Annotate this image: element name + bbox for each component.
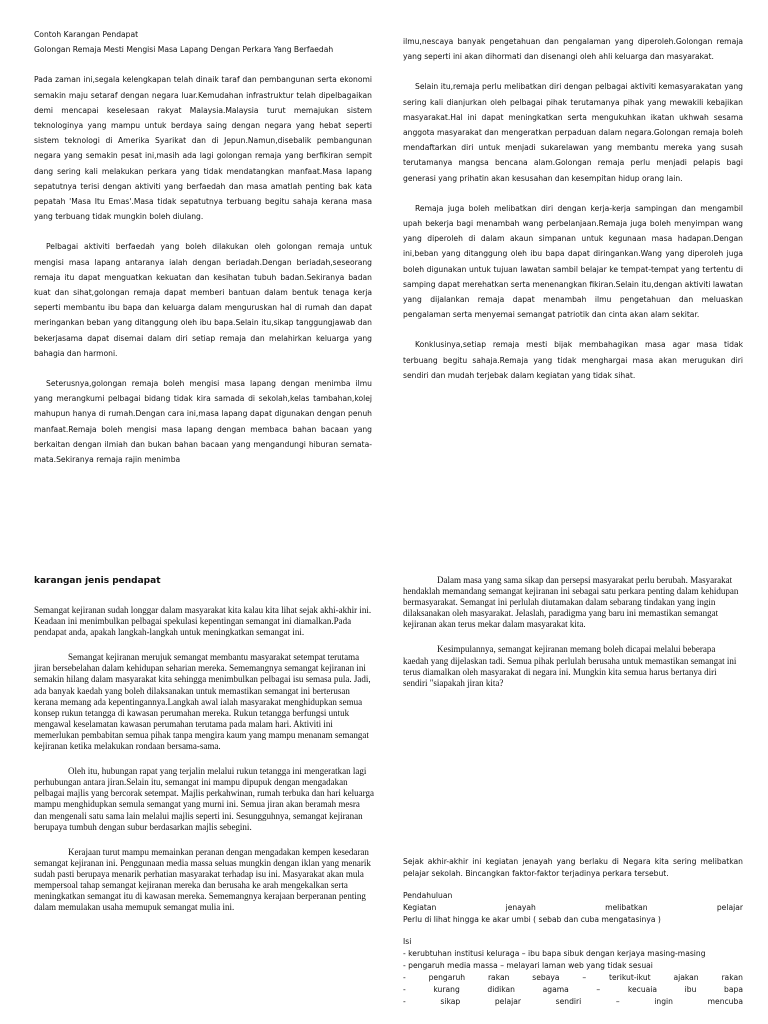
doc3-word: - [403, 997, 406, 1006]
doc3-word: sendiri [555, 997, 582, 1006]
doc1-paragraph: Remaja juga boleh melibatkan diri dengan kerja-kerja sampingan dan mengambil upah bekerja bagi menambah wang perbelanjaan.Remaja juga boleh menyimpan wang yang diperoleh di dalam akaun simpanan untuk kegunaan masa hadapan.Dengan ini,beban yang ditanggung oleh ibu bapa dapat diringankan.Wang yang diperoleh juga boleh digunakan untuk tujuan lawatan sambil belajar ke tempat-tempat yang tertentu di samping dapat merehatkan serta menenangkan fikiran.Selain itu,dengan aktiviti lawatan yang dijalankan remaja dapat menambah ilmu pengetahuan dan meluaskan pengalaman serta menyemai semangat patriotik dan cinta akan alam sekitar. [403, 203, 743, 320]
doc3-word: - [403, 985, 406, 994]
doc1-paragraph: Seterusnya,golongan remaja boleh mengisi masa lapang dengan menimba ilmu yang merangkumi pelbagai bidang tidak kira samada di sekolah,kelas tambahan,kolej mahupun hanya di rumah.Dengan cara ini,masa lapang dapat digunakan dengan penuh manfaat.Remaja boleh mengisi masa lapang dengan membaca bahan bacaan yang berkaitan dengan ilmiah dan bukan bahan bacaan yang mengandungi hiburan semata-mata.Sekiranya remaja rajin menimba [34, 379, 372, 465]
doc3-word: bapa [724, 985, 743, 994]
doc3-word: – [596, 985, 601, 994]
doc3-word: terikut-ikut [608, 973, 651, 982]
doc1-title: Golongan Remaja Mesti Mengisi Masa Lapang Dengan Perkara Yang Berfaedah [34, 45, 334, 55]
doc3-word: melibatkan [605, 903, 648, 912]
doc2-paragraph: Dalam masa yang sama sikap dan persepsi masyarakat perlu berubah. Masyarakat hendaklah memandang semangat kejiranan ini sebagai satu perkara penting dalam kehidupan bermasyarakat. Semangat ini perlulah diutamakan dalam sebarang tindakan yang ingin dilaksanakan oleh masyarakat. Jelaslah, paradigma yang baru ini memastikan semangat kejiranan akan terus mekar dalam masyarakat kita. [403, 575, 739, 630]
doc3-word: ingin [654, 997, 673, 1006]
doc1-left-body [34, 72, 372, 467]
doc2-left-column [34, 575, 374, 913]
doc2-paragraph: Kesimpulannya, semangat kejiranan memang boleh dicapai melalui beberapa kaedah yang dijelaskan tadi. Semua pihak perlulah berusaha untuk memastikan semangat ini terus diamalkan oleh masyarakat di negara ini. Mungkin kita semua harus bertanya diri sendiri "siapakah jiran kita? [403, 644, 737, 688]
doc3-word: sikap [440, 997, 461, 1006]
doc3-intro: Sejak akhir-akhir ini kegiatan jenayah yang berlaku di Negara kita sering melibatkan pelajar sekolah. Bincangkan faktor-faktor terjadinya perkara tersebut. [403, 857, 743, 878]
doc3-column [403, 856, 743, 1008]
doc3-word: rakan [487, 973, 510, 982]
doc2-paragraph: Semangat kejiranan merujuk semangat membantu masyarakat setempat terutama jiran bersebelahan dalam kehidupan seharian mereka. Sememangnya semangat kejiranan ini semakin hilang dalam masyarakat kita sehingga menimbulkan pelbagai isu semasa pula. Jadi, ada banyak kaedah yang boleh dilaksanakan untuk memastikan semangat ini berterusan kerana memang ada kepentingannya.Langkah awal ialah masyarakat menghidupkan semua konsep rukun tetangga di kawasan perumahan mereka. Rukun tetangga berfungsi untuk mengawal keselamatan kawasan perumahan terutama pada malam hari. Aktiviti ini memerlukan pembabitan semua pihak tanpa mengira kaum yang mampu menanam semangat kejiranan ketika melakukan rondaan bersama-sama. [34, 652, 371, 752]
doc3-word: Kegiatan [403, 903, 437, 912]
doc3-word: didikan [487, 985, 515, 994]
doc3-isi-row [403, 984, 743, 996]
doc3-isi-row [403, 972, 743, 984]
doc3-word: – [582, 973, 587, 982]
doc1-paragraph: Pada zaman ini,segala kelengkapan telah dinaik taraf dan pembangunan serta ekonomi semakin maju setaraf dengan negara luar.Kemudahan infrastruktur telah dipelbagaikan demi mencapai keselesaan rakyat Malaysia.Malaysia turut memajukan sistem teknologinya yang mampu untuk berdaya saing dengan negara yang hebat seperti sistem teknologi di Amerika Syarikat dan di Jepun.Namun,disebalik pembangunan negara yang semakin pesat ini,masih ada lagi golongan remaja yang berfikiran sempit dang sering kali melakukan perkara yang tidak mendatangkan manfaat.Masa lapang sepatutnya terisi dengan aktiviti yang berfaedah dan masa amatlah penting bak kata pepatah 'Masa Itu Emas'.Masa tidak sepatutnya terbuang begitu sahaja kerana masa yang terbuang tidak mungkin boleh diulang. [34, 75, 372, 222]
doc3-word: pelajar [494, 997, 521, 1006]
doc3-word: mencuba [707, 997, 743, 1006]
doc2-paragraph: Kerajaan turut mampu memainkan peranan dengan mengadakan kempen kesedaran semangat kejiranan ini. Penggunaan media massa seluas mungkin dengan iklan yang menarik sudah pasti berupaya menarik perhatian masyarakat terhadap isu ini. Masyarakat akan mula mempersoal tahap semangat kejiranan mereka dan berusaha ke arah mengekalkan serta meningkatkan semangat itu di kawasan mereka. Sememangnya kerajaan berperanan penting dalam memulakan usaha memupuk semangat mulia ini. [34, 846, 371, 913]
doc3-isi-heading: Isi [403, 937, 412, 946]
doc3-word: jenayah [505, 903, 536, 912]
doc3-isi-item: - pengaruh media massa – melayari laman web yang tidak sesuai [403, 961, 653, 970]
doc3-isi-row [403, 996, 743, 1008]
doc1-label: Contoh Karangan Pendapat [34, 30, 139, 39]
doc3-pendahuluan-heading: Pendahuluan [403, 891, 453, 900]
doc2-paragraph: Semangat kejiranan sudah longgar dalam masyarakat kita kalau kita lihat sejak akhi-akhir ini. Keadaan ini menimbulkan pelbagai spekulasi kepentingan semangat ini diamalkan.Pada pendapat anda, apakah langkah-langkah untuk meningkatkan semangat ini. [34, 605, 372, 638]
doc3-word: rakan [721, 973, 743, 982]
doc3-pendahuluan-line: Perlu di lihat hingga ke akar umbi ( sebab dan cuba mengatasinya ) [403, 915, 661, 924]
doc3-word: – [615, 997, 620, 1006]
doc3-word: kecuaia [627, 985, 658, 994]
doc3-word: ibu [684, 985, 697, 994]
doc3-word: pelajar [716, 903, 743, 912]
doc2-title: karangan jenis pendapat [34, 576, 161, 586]
doc3-isi-item: - kerubtuhan institusi keluraga – ibu bapa sibuk dengan kerjaya masing-masing [403, 949, 706, 958]
doc1-left-column [34, 27, 372, 467]
doc3-word: pengaruh [428, 973, 466, 982]
doc2-left-body [34, 605, 374, 913]
doc1-paragraph: Konklusinya,setiap remaja mesti bijak membahagikan masa agar masa tidak terbuang begitu sahaja.Remaja yang tidak menghargai masa akan merugukan diri sendiri dan mudah terjebak dalam kegiatan yang tidak sihat. [403, 340, 743, 380]
doc1-right-column [403, 34, 743, 383]
doc1-paragraph: Selain itu,remaja perlu melibatkan diri dengan pelbagai aktiviti kemasyarakatan yang sering kali dianjurkan oleh pelbagai pihak terutamanya pihak yang mewakili kebajikan masyarakat.Hal ini dapat meningkatkan serta mengukuhkan ikatan ukhwah sesama anggota masyarakat dan mengeratkan perpaduan dalam negara.Golongan remaja boleh mendaftarkan diri untuk menjadi sukarelawan yang membantu mereka yang susah terutamanya mangsa bencana alam.Golongan remaja perlu menjadi pelapis bagi generasi yang prihatin akan kesusahan dan kesempitan hidup orang lain. [403, 82, 743, 183]
doc3-pendahuluan-line [403, 902, 743, 914]
doc3-word: kurang [433, 985, 460, 994]
doc1-paragraph: ilmu,nescaya banyak pengetahuan dan pengalaman yang diperoleh.Golongan remaja yang seperti ini akan dihormati dan disenangi oleh ahli keluarga dan masyarakat. [403, 37, 743, 62]
doc3-word: agama [542, 985, 569, 994]
doc3-word: sebaya [532, 973, 560, 982]
doc3-word: - [403, 973, 406, 982]
doc2-paragraph: Oleh itu, hubungan rapat yang terjalin melalui rukun tetangga ini mengeratkan lagi perhubungan antara jiran.Selain itu, semangat ini mampu dipupuk dengan mengadakan pelbagai majlis yang bercorak setempat. Majlis perkahwinan, rumah terbuka dan hari keluarga mampu menghidupkan semula semangat yang murni ini. Semua jiran akan beramah mesra dan mengenali satu sama lain melalui majlis seperti ini. Sesungguhnya, semangat kejiranan berupaya tumbuh dengan subur berdasarkan majlis sebegini. [34, 766, 374, 832]
doc1-paragraph: Pelbagai aktiviti berfaedah yang boleh dilakukan oleh golongan remaja untuk mengisi masa lapang antaranya ialah dengan beriadah.Dengan beriadah,seseorang remaja itu dapat menguatkan kekuatan dan kesihatan tubuh badan.Sekiranya badan kuat dan sihat,golongan remaja dapat memberi bantuan dalam bentuk tenaga kerja seperti membantu ibu bapa dan keluarga dalam menguruskan hal di rumah dan dapat meringankan beban yang ditanggung oleh ibu bapa.Selain itu,sikap tanggungjawab dan bekerjasama dapat disemai dalam diri setiap remaja dan melahirkan keluarga yang bahagia dan harmoni. [34, 242, 372, 358]
doc3-word: ajakan [673, 973, 699, 982]
doc2-right-column [403, 575, 743, 689]
